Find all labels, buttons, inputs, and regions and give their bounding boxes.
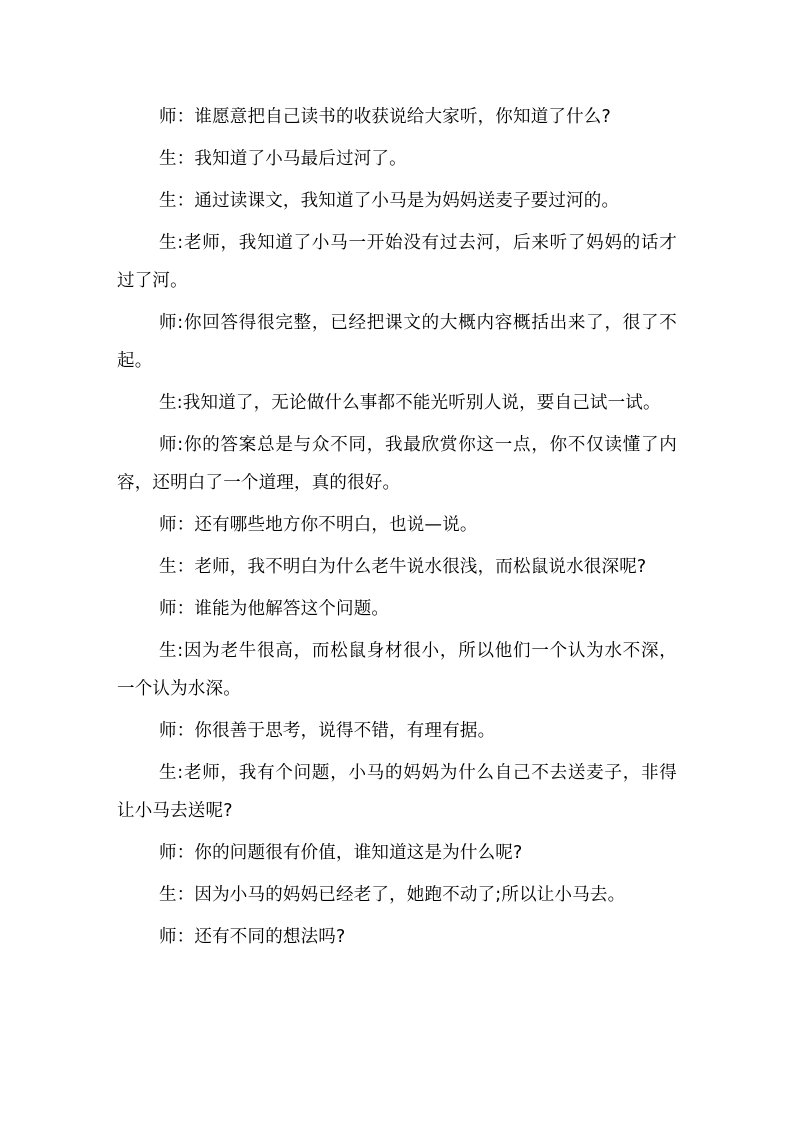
dialogue-paragraph: 师:你的答案总是与众不同，我最欣赏你这一点，你不仅读懂了内容，还明白了一个道理，真的很好。 xyxy=(117,435,677,493)
dialogue-body xyxy=(117,98,677,960)
dialogue-paragraph: 生:我知道了，无论做什么事都不能光听别人说，要自己试一试。 xyxy=(159,393,661,413)
dialogue-paragraph: 生：因为小马的妈妈已经老了，她跑不动了;所以让小马去。 xyxy=(159,885,626,905)
dialogue-paragraph: 生:老师，我有个问题，小马的妈妈为什么自己不去送麦子，非得让小马去送呢? xyxy=(117,763,677,821)
dialogue-paragraph: 师：还有不同的想法吗? xyxy=(159,927,346,947)
dialogue-paragraph: 师：还有哪些地方你不明白，也说—说。 xyxy=(159,515,478,535)
dialogue-paragraph: 生:老师，我知道了小马一开始没有过去河，后来听了妈妈的话才过了河。 xyxy=(117,233,677,291)
dialogue-paragraph: 师：谁能为他解答这个问题。 xyxy=(159,599,390,619)
dialogue-paragraph: 师：你的问题很有价值，谁知道这是为什么呢? xyxy=(159,843,523,863)
dialogue-paragraph: 生:因为老牛很高，而松鼠身材很小，所以他们一个认为水不深，一个认为水深。 xyxy=(117,641,677,699)
dialogue-paragraph: 师：谁愿意把自己读书的收获说给大家听，你知道了什么? xyxy=(159,107,611,127)
dialogue-paragraph: 师:你回答得很完整，已经把课文的大概内容概括出来了，很了不起。 xyxy=(117,313,677,371)
dialogue-paragraph: 生：我知道了小马最后过河了。 xyxy=(159,149,407,169)
dialogue-paragraph: 生：老师，我不明白为什么老牛说水很浅，而松鼠说水很深呢? xyxy=(159,557,647,577)
dialogue-paragraph: 师：你很善于思考，说得不错，有理有据。 xyxy=(159,721,496,741)
dialogue-paragraph: 生：通过读课文，我知道了小马是为妈妈送麦子要过河的。 xyxy=(159,191,620,211)
